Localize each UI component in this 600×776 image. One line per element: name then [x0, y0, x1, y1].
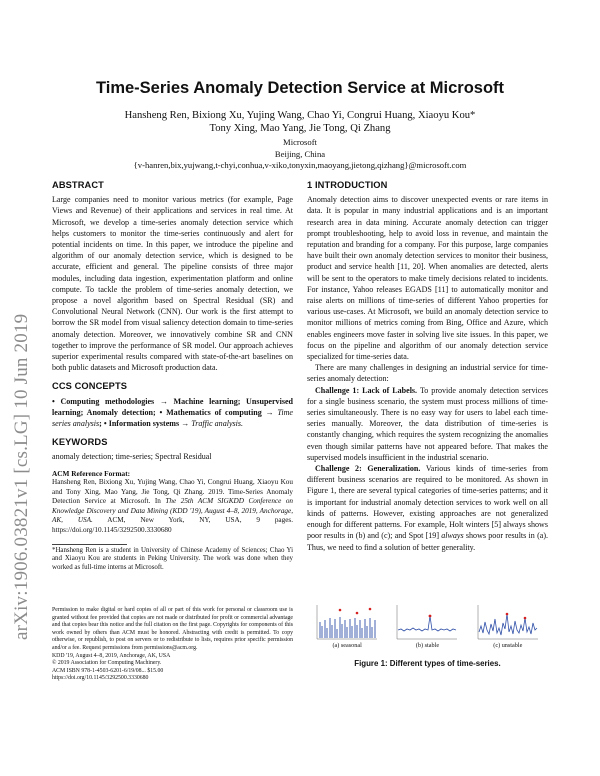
paper-title: Time-Series Anomaly Detection Service at Microsoft	[95, 79, 505, 97]
ccs-concepts	[52, 396, 293, 430]
acm-reference-text	[52, 478, 293, 536]
introduction-heading: 1 INTRODUCTION	[307, 180, 388, 190]
left-column	[52, 180, 293, 573]
intro-paragraph-2: There are many challenges in designing an industrial service for time-series anomaly detection:	[307, 363, 548, 384]
permission-doi: https://doi.org/10.1145/3292500.3330680	[52, 675, 149, 682]
ccs-heading: CCS CONCEPTS	[52, 381, 128, 392]
challenge-2-text-c: shows poor results in (a). Thus, we need to find a solution of better generality.	[307, 531, 549, 552]
affiliation-org: Microsoft	[283, 137, 317, 147]
seasonal-series-graphic	[316, 604, 378, 640]
subfigure-label-b: (b) stable	[415, 642, 440, 649]
abstract-heading: ABSTRACT	[52, 180, 104, 190]
plot-unstable	[475, 604, 541, 650]
subfigure-label-c: (c) unstable	[493, 642, 523, 649]
plot-stable	[394, 604, 460, 650]
challenge-2	[307, 463, 548, 553]
permission-conf: KDD '19, August 4–8, 2019, Anchorage, AK, USA	[52, 652, 171, 659]
permission-copyright: © 2019 Association for Computing Machinery.	[52, 660, 162, 667]
stable-series-graphic	[396, 604, 458, 640]
acm-reference-authors: Hansheng Ren, Bixiong Xu, Yujing Wang, Chao Yi, Congrui Huang, Xiaoyu Kou and Tony Xing, Mao Yang, Jie Tong, Qi Zhang. 2019. Time-Series Anomaly Detection Service at Microsoft. In	[52, 478, 293, 506]
author-list	[60, 109, 540, 135]
affiliation-emails: {v-hanren,bix,yujwang,t-chyi,conhua,v-xiko,tonyxin,maoyang,jietong,qizhang}@microsoft.com	[133, 160, 467, 171]
affiliation	[60, 137, 540, 172]
challenge-1-label: Challenge 1: Lack of Labels.	[315, 385, 418, 395]
permission-block	[52, 607, 293, 683]
abstract-text: Large companies need to monitor various metrics (for example, Page Views and Revenue) of their applications and services in real time. At Microsoft, we develop a time-series anomaly detection service which helps customers to monitor the time-series continuously and alert for potential incidents on time. In this paper, we introduce the pipeline and algorithm of our anomaly detection service, which is designed to be accurate, efficient and general. The pipeline consists of three major modules, including data ingestion, experimentation platform and online compute. To tackle the problem of time-series anomaly detection, we propose a novel algorithm based on Spectral Residual (SR) and Convolutional Neural Network (CNN). Our work is the first attempt to borrow the SR model from visual saliency detection domain to time-series anomaly detection. Moreover, we innovatively combine SR and CNN together to improve the performance of SR model. Our approach achieves superior experimental results compared with state-of-the-art baselines on both public datasets and Microsoft production data.	[52, 195, 293, 373]
author-line-2: Tony Xing, Mao Yang, Jie Tong, Qi Zhang	[209, 123, 391, 134]
acm-reference-doi: ACM, New York, NY, USA, 9 pages. https://doi.org/10.1145/3292500.3330680	[52, 516, 293, 535]
challenge-2-emphasis: always	[441, 531, 464, 541]
footnote-rule	[52, 544, 127, 545]
footnote-text: *Hansheng Ren is a student in University of Chinese Academy of Sciences; Chao Yi and Xiaoyu Kou are students in Peking University. The work was done when they worked as full-time interns at Microsoft.	[52, 546, 293, 572]
subfigure-label-a: (a) seasonal	[332, 642, 362, 649]
arxiv-identifier: arXiv:1906.03821v1 [cs.LG] 10 Jun 2019	[11, 313, 32, 640]
right-column	[307, 180, 548, 553]
challenge-1-text: To provide anomaly detection services for a single business scenario, the system must process millions of time-series simultaneously. There is no easy way for users to label each time-series manually. Moreover, the data distribution of time-series is constantly changing, which requires the system recognizing the anomalies even though similar patterns have not appeared before. That makes the supervised models insufficient in the industrial scenario.	[307, 385, 548, 462]
author-line-1: Hansheng Ren, Bixiong Xu, Yujing Wang, Chao Yi, Congrui Huang, Xiaoyu Kou*	[124, 110, 476, 121]
figure-caption: Figure 1: Different types of time-series.	[354, 659, 501, 668]
plot-seasonal	[314, 604, 380, 650]
keywords-heading: KEYWORDS	[52, 437, 108, 448]
acm-reference-venue: The 25th ACM SIGKDD Conference on Knowledge Discovery and Data Mining (KDD '19), August 4–8, 2019, Anchorage, AK, USA.	[52, 497, 294, 525]
permission-text: Permission to make digital or hard copies of all or part of this work for personal or classroom use is granted without fee provided that copies are not made or distributed for profit or commercial advantage and that copies bear this notice and the full citation on the first page. Copyrights for components of this work owned by others than ACM must be honored. Abstracting with credit is permitted. To copy otherwise, or republish, to post on servers or to redistribute to lists, requires prior specific permission and/or a fee. Request permissions from permissions@acm.org.	[52, 607, 293, 651]
ccs-concept-2-leaf: Time series analysis	[52, 407, 294, 429]
intro-paragraph-1: Anomaly detection aims to discover unexpected events or rare items in data. It is popular in many industrial applications and is an important research area in data mining. Accurate anomaly detection can trigger prompt troubleshooting, help to avoid loss in revenue, and maintain the reputation and branding for a company. For this purpose, large companies have built their own anomaly detection services to monitor their business, product and service health [11, 20]. When anomalies are detected, alerts will be sent to the operators to make timely decisions related to incidents. For instance, Yahoo releases EGADS [11] to automatically monitor and raise alerts on millions of time-series of different Yahoo properties for various use-cases. At Microsoft, we build an anomaly detection service to monitor millions of metrics coming from Bing, Office and Azure, which enables engineers move faster in solving live site issues. In this paper, we focus on the pipeline and algorithm of our anomaly detection service specialized for time-series data.	[307, 195, 548, 362]
unstable-series-graphic	[477, 604, 539, 640]
challenge-2-label: Challenge 2: Generalization.	[315, 464, 421, 474]
figure-1	[307, 604, 548, 668]
permission-isbn: ACM ISBN 978-1-4503-6201-6/19/08... $15.00	[52, 667, 164, 674]
ccs-concept-1: • Computing methodologies → Machine learning; Unsupervised learning; Anomaly detection;	[52, 396, 293, 417]
acm-reference-heading: ACM Reference Format:	[52, 468, 131, 478]
ccs-concept-3-leaf: Traffic analysis.	[191, 419, 244, 429]
ccs-concept-2: • Mathematics of computing →	[159, 407, 274, 417]
ccs-concept-3: ; • Information systems →	[99, 419, 190, 429]
keywords-text: anomaly detection; time-series; Spectral Residual	[52, 452, 212, 462]
affiliation-city: Beijing, China	[274, 148, 326, 159]
challenge-1	[307, 385, 548, 463]
challenge-2-text-a: Various kinds of time-series from different business scenarios are required to be monitored. As shown in Figure 1, there are several typical categories of time-series patterns; and it is important for industrial anomaly detection services to work well on all kinds of patterns. However, existing approaches are not generalized enough for different patterns. For example, Holt winters [5] always shows poor results in (b) and (c); and Spot [19]	[307, 464, 548, 541]
